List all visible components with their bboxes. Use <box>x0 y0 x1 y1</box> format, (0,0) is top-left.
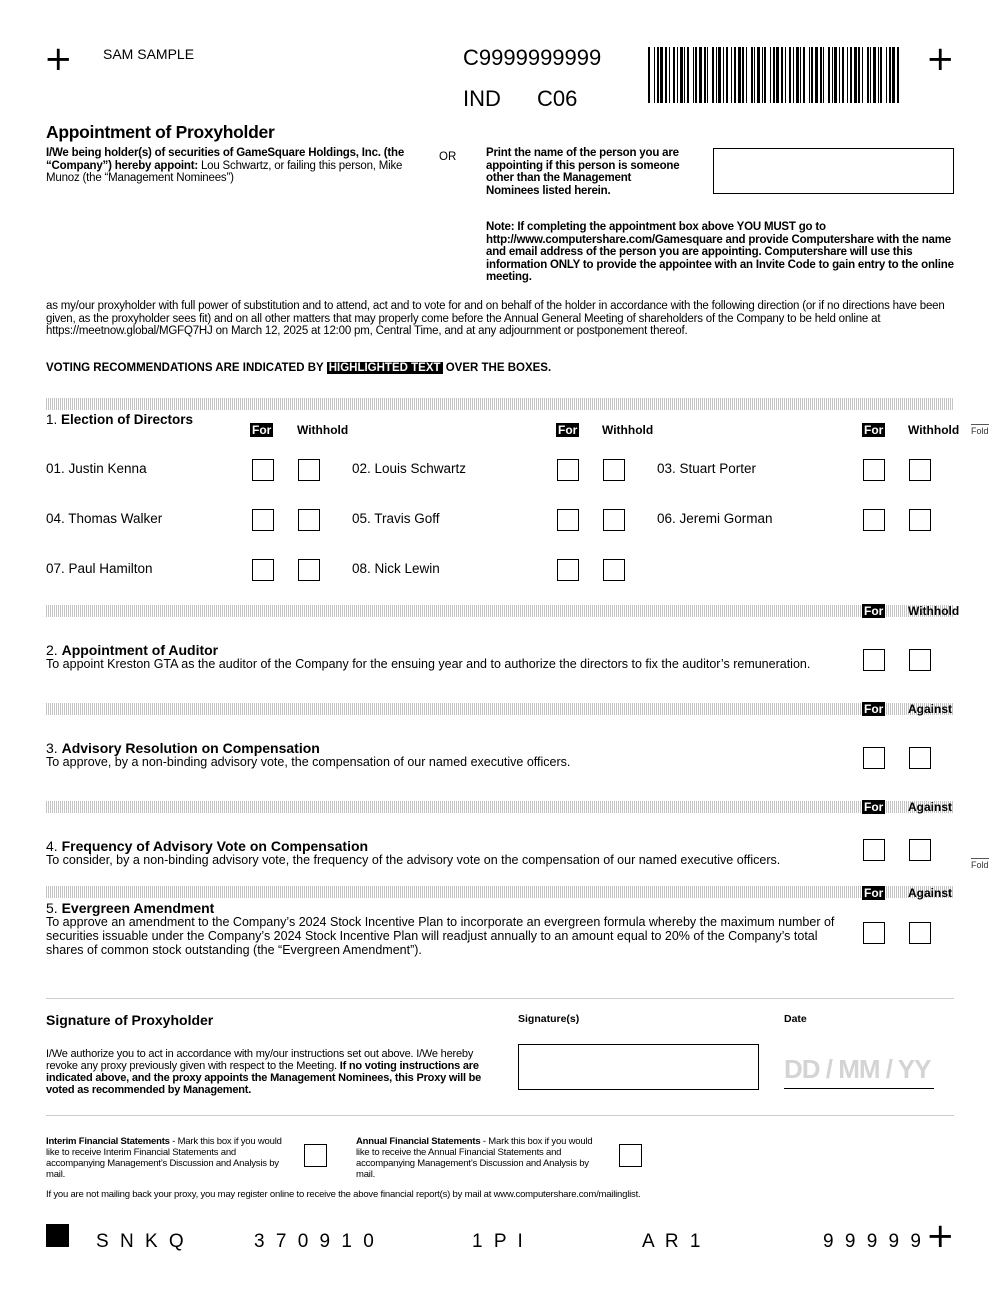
withhold-header-col2: Withhold <box>602 423 654 437</box>
barcode-bar <box>654 47 655 103</box>
interim-statements-text <box>46 1136 296 1180</box>
barcode-bar <box>731 47 732 103</box>
date-input-field[interactable]: DD / MM / YY <box>784 1054 934 1089</box>
footer-code-1: S N K Q <box>96 1231 187 1252</box>
barcode-bar <box>718 47 721 103</box>
appointment-intro <box>46 147 406 185</box>
resolution-5-heading <box>46 900 214 916</box>
barcode-bar <box>789 47 791 103</box>
barcode-bar <box>889 47 891 103</box>
director-nominee: 08. Nick Lewin <box>352 561 440 576</box>
for-header-r4: For <box>864 800 884 814</box>
director-05-for-checkbox[interactable] <box>557 509 579 531</box>
barcode-bar <box>764 47 766 103</box>
compensation-for-checkbox[interactable] <box>863 747 885 769</box>
barcode-bar <box>892 47 895 103</box>
barcode-bar <box>746 47 747 103</box>
resolution-2-number: 2. <box>46 642 58 658</box>
barcode-bar <box>870 47 871 103</box>
director-01-withhold-checkbox[interactable] <box>298 459 320 481</box>
against-header-r3: Against <box>908 702 953 716</box>
barcode-bar <box>751 47 753 103</box>
date-label: Date <box>784 1013 807 1025</box>
barcode-bar <box>754 47 755 103</box>
resolution-2-description: To appoint Kreston GTA as the auditor of the Company for the ensuing year and to authorize the directors to fix the auditor’s remuneration. <box>46 657 811 671</box>
resolution-4-heading <box>46 838 368 854</box>
signature-top-rule <box>46 998 954 999</box>
resolution-3-title: Advisory Resolution on Compensation <box>61 740 320 756</box>
annual-statements-text <box>356 1136 606 1180</box>
barcode-bar <box>828 47 830 103</box>
barcode-bar <box>839 47 840 103</box>
frequency-against-checkbox[interactable] <box>909 839 931 861</box>
barcode-bar <box>823 47 824 103</box>
director-07-for-checkbox[interactable] <box>252 559 274 581</box>
director-07-withhold-checkbox[interactable] <box>298 559 320 581</box>
voting-recommendation-note <box>46 362 551 374</box>
crosshair-mark-top-right: + <box>926 39 955 79</box>
barcode-bar <box>695 47 697 103</box>
barcode-bar <box>660 47 663 103</box>
barcode-bar <box>809 47 810 103</box>
compensation-against-checkbox[interactable] <box>909 747 931 769</box>
appointee-name-input-box[interactable] <box>713 148 954 194</box>
section-divider-1 <box>46 398 954 410</box>
barcode-bar <box>796 47 799 103</box>
barcode-bar <box>657 47 659 103</box>
section-divider-2 <box>46 605 954 617</box>
director-nominee: 05. Travis Goff <box>352 511 440 526</box>
withhold-header-r2: Withhold <box>908 604 960 618</box>
barcode-bar <box>820 47 822 103</box>
barcode-bar <box>880 47 882 103</box>
barcode-bar <box>811 47 813 103</box>
barcode-bar <box>847 47 848 103</box>
interim-title: Interim Financial Statements <box>46 1136 170 1147</box>
barcode-bar <box>738 47 741 103</box>
barcode-bar <box>734 47 736 103</box>
barcode-bar <box>800 47 801 103</box>
resolution-2-title: Appointment of Auditor <box>61 642 219 658</box>
barcode-bar <box>862 47 863 103</box>
resolution-1-title: Election of Directors <box>61 412 194 427</box>
voting-note-after: OVER THE BOXES. <box>442 362 552 374</box>
barcode-bar <box>776 47 779 103</box>
footer-code-2: 3 7 0 9 1 0 <box>254 1231 377 1252</box>
for-header-r5: For <box>864 886 884 900</box>
mailing-list-note: If you are not mailing back your proxy, you may register online to receive the above financial report(s) by mail at www.computershare.com/mailinglist. <box>46 1189 641 1200</box>
resolution-4-description: To consider, by a non-binding advisory vote, the frequency of the advisory vote on the compensation of our named executive officers. <box>46 853 781 867</box>
director-08-withhold-checkbox[interactable] <box>603 559 625 581</box>
annual-statements-checkbox[interactable] <box>619 1144 642 1167</box>
director-04-withhold-checkbox[interactable] <box>298 509 320 531</box>
withhold-header-col1: Withhold <box>297 423 349 437</box>
voting-note-before: VOTING RECOMMENDATIONS ARE INDICATED BY <box>46 362 327 374</box>
barcode-bar <box>742 47 744 103</box>
barcode-bar <box>781 47 783 103</box>
for-header-col2: For <box>558 423 578 437</box>
resolution-2-heading <box>46 642 218 658</box>
fold-mark-lower: Fold <box>971 860 989 870</box>
signature-label: Signature(s) <box>518 1013 580 1025</box>
barcode-bar <box>707 47 708 103</box>
barcode-bar <box>897 47 899 103</box>
director-nominee: 07. Paul Hamilton <box>46 561 153 576</box>
signature-title: Signature of Proxyholder <box>46 1012 214 1028</box>
barcode-bar <box>669 47 670 103</box>
barcode-bar <box>832 47 833 103</box>
barcode-bar <box>757 47 760 103</box>
registration-square-mark <box>46 1224 69 1247</box>
director-02-withhold-checkbox[interactable] <box>603 459 625 481</box>
barcode-bar <box>850 47 852 103</box>
signature-authorization-text <box>46 1048 491 1096</box>
barcode-bar <box>858 47 860 103</box>
interim-statements-checkbox[interactable] <box>304 1144 327 1167</box>
type-code: IND <box>463 86 501 111</box>
auditor-withhold-checkbox[interactable] <box>909 649 931 671</box>
barcode-bar <box>716 47 717 103</box>
barcode-bar <box>673 47 675 103</box>
barcode-bar <box>878 47 879 103</box>
barcode-bar <box>726 47 728 103</box>
authorization-plain: I/We authorize you to act in accordance with my/our instructions set out above. I/We hereby revoke any proxy previously given with respect to the Meeting. <box>46 1048 474 1072</box>
director-nominee: 02. Louis Schwartz <box>352 461 467 476</box>
footer-code-3: 1 P I <box>472 1231 526 1252</box>
director-06-for-checkbox[interactable] <box>863 509 885 531</box>
barcode-bar <box>712 47 714 103</box>
resolution-3-number: 3. <box>46 740 58 756</box>
resolution-1-heading <box>46 412 193 427</box>
appointment-note: Note: If completing the appointment box above YOU MUST go to http://www.computershare.com/Gamesquare and provide Computershare with the name and email address of the person you are appointing. Computershare will use this information ONLY to provide the appointee with an Invite Code to gain entry to the online meeting. <box>486 221 954 283</box>
director-03-withhold-checkbox[interactable] <box>909 459 931 481</box>
barcode-bar <box>770 47 771 103</box>
barcode-bar <box>693 47 694 103</box>
section-divider-3 <box>46 703 954 715</box>
interim-description: - Mark this box if you would like to receive Interim Financial Statements and accompanying Management’s Discussion and Analysis by mail. <box>46 1136 282 1180</box>
barcode-bar <box>704 47 706 103</box>
account-code: C9999999999 <box>463 45 602 70</box>
evergreen-against-checkbox[interactable] <box>909 922 931 944</box>
barcode-bar <box>665 47 667 103</box>
resolution-5-number: 5. <box>46 900 58 916</box>
resolution-5-description: To approve an amendment to the Company’s 2024 Stock Incentive Plan to incorporate an evergreen formula whereby the maximum number of securities issuable under the Company’s 2024 Stock Incentive Plan will readjust annually to an amount equal to 20% of the Company’s total shares of common stock outstanding (the “Evergreen Amendment”). <box>46 915 835 957</box>
director-06-withhold-checkbox[interactable] <box>909 509 931 531</box>
resolution-4-number: 4. <box>46 838 58 854</box>
director-01-for-checkbox[interactable] <box>252 459 274 481</box>
evergreen-for-checkbox[interactable] <box>863 922 885 944</box>
against-header-r4: Against <box>908 800 953 814</box>
barcode-bar <box>677 47 678 103</box>
financial-top-rule <box>46 1115 954 1116</box>
appointment-intro-bold: I/We being holder(s) of securities of GameSquare Holdings, Inc. (the “Company”) hereby appoint: <box>46 147 405 172</box>
barcode-bar <box>815 47 818 103</box>
barcode-bar <box>687 47 689 103</box>
director-05-withhold-checkbox[interactable] <box>603 509 625 531</box>
withhold-header-col3: Withhold <box>908 423 960 437</box>
crosshair-mark-top-left: + <box>44 39 73 79</box>
barcode-bar <box>803 47 805 103</box>
barcode-bar <box>762 47 763 103</box>
barcode-bar <box>680 47 683 103</box>
against-header-r5: Against <box>908 886 953 900</box>
barcode-bar <box>699 47 702 103</box>
highlighted-text-sample: HIGHLIGHTED TEXT <box>328 362 441 374</box>
authorization-bold: If no voting instructions are indicated above, and the proxy appoints the Management Nominees, this Proxy will be voted as recommended by Management. <box>46 1060 482 1096</box>
director-02-for-checkbox[interactable] <box>557 459 579 481</box>
for-header-col1: For <box>252 423 272 437</box>
resolution-3-description: To approve, by a non-binding advisory vote, the compensation of our named executive officers. <box>46 755 571 769</box>
annual-description: - Mark this box if you would like to receive the Annual Financial Statements and accompanying Management’s Discussion and Analysis by mail. <box>356 1136 593 1180</box>
annual-title: Annual Financial Statements <box>356 1136 481 1147</box>
director-nominee: 01. Justin Kenna <box>46 461 147 476</box>
director-08-for-checkbox[interactable] <box>557 559 579 581</box>
barcode-bar <box>648 47 650 103</box>
barcode-bar <box>834 47 837 103</box>
director-03-for-checkbox[interactable] <box>863 459 885 481</box>
fold-mark-upper: Fold <box>971 426 989 436</box>
barcode-bar <box>873 47 876 103</box>
resolution-5-title: Evergreen Amendment <box>61 900 215 916</box>
signature-input-box[interactable] <box>518 1044 759 1090</box>
barcode-bar <box>842 47 844 103</box>
crosshair-mark-bottom-right: + <box>926 1216 955 1256</box>
barcode-bar <box>867 47 869 103</box>
section-divider-4 <box>46 801 954 813</box>
footer-code-4: A R 1 <box>642 1231 704 1252</box>
director-04-for-checkbox[interactable] <box>252 509 274 531</box>
director-nominee: 03. Stuart Porter <box>657 461 757 476</box>
barcode-bar <box>854 47 857 103</box>
appointment-title: Appointment of Proxyholder <box>46 122 275 142</box>
resolution-1-number: 1. <box>46 412 58 427</box>
for-header-col3: For <box>864 423 884 437</box>
for-header-r3: For <box>864 702 884 716</box>
footer-code-5: 9 9 9 9 9 <box>823 1231 924 1252</box>
resolution-4-title: Frequency of Advisory Vote on Compensation <box>61 838 369 854</box>
print-name-instructions: Print the name of the person you are appointing if this person is someone other than the Management Nominees listed herein. <box>486 147 680 197</box>
c-code: C06 <box>537 86 578 111</box>
barcode-bar <box>723 47 724 103</box>
director-nominee: 06. Jeremi Gorman <box>657 511 773 526</box>
proxy-authority-text: as my/our proxyholder with full power of substitution and to attend, act and to vote for and on behalf of the holder in accordance with the following direction (or if no directions have been given, as the proxyholder sees fit) and on all other matters that may properly come before the Annual General Meeting of shareholders of the Company to be held online at https://meetnow.global/MGFQ7HJ on March 12, 2025 at 12:00 pm, Central Time, and at any adjournment or postponement thereof. <box>46 300 945 337</box>
frequency-for-checkbox[interactable] <box>863 839 885 861</box>
resolution-3-heading <box>46 740 320 756</box>
for-header-r2: For <box>864 604 884 618</box>
barcode-bar <box>886 47 887 103</box>
barcode-bar <box>785 47 786 103</box>
section-divider-5 <box>46 886 954 898</box>
auditor-for-checkbox[interactable] <box>863 649 885 671</box>
appointment-intro-rest: Lou Schwartz, or failing this person, Mike Munoz (the “Management Nominees”) <box>46 159 403 184</box>
or-label: OR <box>439 151 457 163</box>
barcode-image <box>648 47 902 103</box>
director-nominee: 04. Thomas Walker <box>46 511 163 526</box>
barcode-bar <box>773 47 775 103</box>
holder-name: SAM SAMPLE <box>103 46 195 62</box>
barcode-bar <box>793 47 794 103</box>
barcode-bar <box>684 47 685 103</box>
